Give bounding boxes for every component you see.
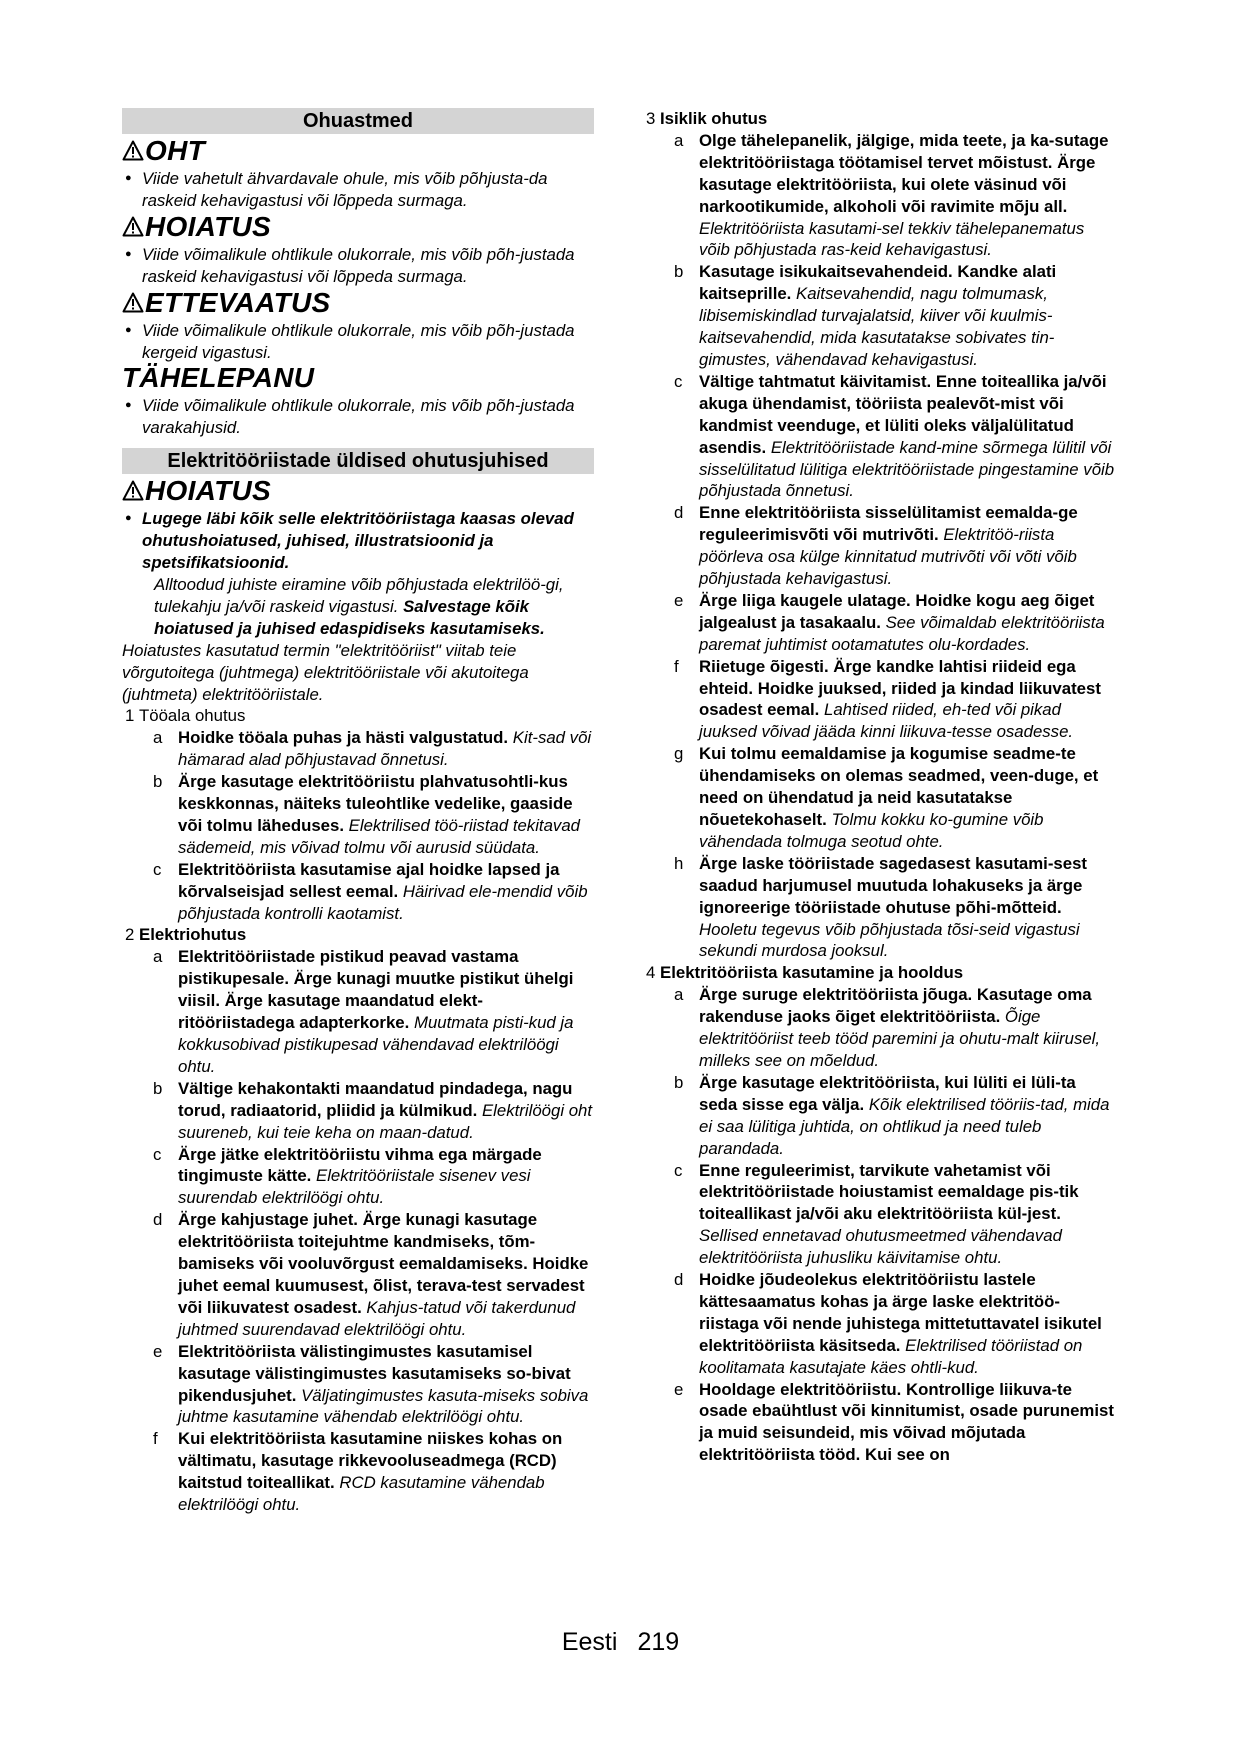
item-explanation: Kit-sad või hämarad alad põhjustavad õnnetusi. (178, 728, 592, 770)
safety-item (643, 371, 1115, 502)
group-title: Elektriohutus (139, 925, 247, 945)
item-instruction: Hoidke tööala puhas ja hästi valgustatud. (178, 728, 509, 748)
item-explanation: Õige elektritööriist teeb tööd paremini ja ohutu-malt kiirusel, milleks see on mõeldud. (699, 1007, 1101, 1070)
signal-word-description: ● Viide võimalikule ohtlikule olukorrale, mis võib põh-justada kergeid vigastusi. (122, 320, 594, 364)
signal-word-list (122, 136, 594, 439)
safety-item (643, 1160, 1115, 1270)
item-letter: b (674, 262, 684, 282)
item-instruction: Vältige kehakontakti maandatud pindadega, nagu torud, radiaatorid, pliidid ja külmikud. (178, 1078, 573, 1120)
item-explanation: Elektrilised tööriistad on koolitamata kasutajate käes ohtli-kud. (699, 1335, 1083, 1377)
item-explanation: Elektritööriistade kand-mine sõrmega lülitil või sisselülitatud lülitiga elektritööriistade pingestamine võib põhjustada õnnetusi. (699, 437, 1115, 501)
safety-item (122, 727, 594, 771)
warning-triangle-icon (122, 477, 144, 507)
signal-word (122, 288, 594, 320)
item-letter: a (153, 947, 163, 967)
warning-triangle-icon (122, 213, 144, 243)
item-letter: d (674, 1270, 684, 1290)
page-number: 219 (637, 1628, 680, 1656)
item-explanation: Elektrilised töö-riistad tekitavad sädemeid, mis võivad tolmu või aurusid süüdata. (178, 815, 580, 857)
item-explanation: Väljatingimustes kasuta-miseks sobiva juhtme kasutamine vähendab elektrilöögi ohtu. (178, 1385, 589, 1427)
item-letter: b (153, 772, 163, 792)
safety-item (122, 1078, 594, 1144)
safety-item (643, 590, 1115, 656)
signal-word-label: OHT (145, 135, 206, 166)
safety-group-heading (643, 108, 1115, 130)
item-instruction: Ärge laske tööriistade sagedasest kasutami-sest saadud harjumusel muutuda lohakuseks ja ärge ignoreerige tööriistade ohutuse põhi-mõtteid. (699, 853, 1088, 917)
signal-word (122, 212, 594, 244)
group-title: Tööala ohutus (139, 706, 246, 726)
item-explanation: Elektrilöögi oht suureneb, kui teie keha on maan-datud. (178, 1100, 593, 1142)
safety-item (122, 1341, 594, 1429)
group-title: Isiklik ohutus (660, 109, 768, 128)
item-instruction: Ärge kasutage elektritööriista, kui lüliti ei lüli-ta seda sisse ega välja. (699, 1072, 1076, 1114)
item-explanation: Häirivad ele-mendid võib põhjustada kontrolli kaotamist. (178, 881, 588, 923)
item-explanation: Muutmata pisti-kud ja kokkusobivad pistikupesad vähendavad elektrilöögi ohtu. (178, 1013, 574, 1076)
item-instruction: Elektritööriistade pistikud peavad vastama pistikupesale. Ärge kunagi muutke pistikut ühelgi viisil. Ärge kasutage maandatud elekt-ritööriistadega adapterkorke. (178, 947, 574, 1033)
item-letter: d (153, 1210, 163, 1230)
safety-item (122, 1209, 594, 1340)
section-heading-ohuastmed: Ohuastmed (122, 108, 594, 134)
general-warning-bullet: ● Lugege läbi kõik selle elektritööriistaga kaasas olevad ohutushoiatused, juhised, illustratsioonid ja spetsifikatsioonid. (122, 508, 594, 574)
item-letter: a (674, 130, 684, 150)
section-heading-general-safety: Elektritööriistade üldised ohutusjuhised (122, 448, 594, 474)
signal-word-label: ETTEVAATUS (145, 286, 331, 318)
item-explanation: Kaitsevahendid, nagu tolmumask, libisemiskindlad turvajalatsid, kiiver või kuulmis-kaitsevahendid, mida kasutatakse sobivates tin-gimustes, vähendavad kehavigastusi. (699, 284, 1055, 369)
left-safety-groups (122, 705, 594, 1516)
warning-triangle-icon (122, 289, 144, 319)
item-instruction: Ärge liiga kaugele ulatage. Hoidke kogu aeg õiget jalgealust ja tasakaalu. (699, 590, 1095, 632)
item-explanation: Elektritööriistale sisenev vesi suurendab elektrilöögi ohtu. (178, 1166, 531, 1208)
item-letter: c (153, 859, 162, 879)
signal-word-description: ● Viide võimalikule ohtlikule olukorrale, mis võib põh-justada raskeid kehavigastusi või lõppeda surmaga. (122, 244, 594, 288)
item-letter: b (153, 1078, 163, 1098)
item-explanation: Elektritööriista kasutami-sel tekkiv tähelepanematus võib põhjustada ras-keid kehavigastusi. (699, 218, 1085, 260)
item-letter: b (674, 1072, 684, 1092)
item-explanation: Kõik elektrilised tööriis-tad, mida ei saa lülitiga juhtida, on ohtlikud ja need tuleb parandada. (699, 1094, 1110, 1158)
item-instruction: Elektritööriista välistingimustes kasutamisel kasutage välistingimustes kasutamiseks so-bivat pikendusjuhet. (178, 1341, 571, 1405)
item-instruction: Ärge suruge elektritööriista jõuga. Kasutage oma rakenduse jaoks õiget elektritööriista. (699, 985, 1092, 1027)
safety-item (122, 859, 594, 925)
item-letter: f (674, 656, 679, 676)
item-letter: d (674, 503, 684, 523)
item-explanation: Tolmu kokku ko-gumine võib vähendada tolmuga seotud ohte. (699, 810, 1044, 851)
item-instruction: Ärge kahjustage juhet. Ärge kunagi kasutage elektritööriista toitejuhtme kandmiseks, tõm-bamiseks või vooluvõrgust eemaldamiseks. Hoidke juhet eemal kuumusest, õlist, terava-test servadest või liikuvatest osadest. (178, 1210, 589, 1317)
item-letter: e (153, 1341, 163, 1361)
safety-item (643, 853, 1115, 963)
item-explanation: Hooletu tegevus võib põhjustada tõsi-seid vigastusi sekundi murdosa jooksul. (699, 919, 1080, 961)
safety-item (643, 130, 1115, 261)
item-letter: c (153, 1144, 162, 1164)
item-letter: g (674, 744, 684, 764)
item-letter: h (674, 853, 684, 873)
item-explanation: Elektritöö-riista pöörleva osa külge kinnitatud mutrivõti või võti võib põhjustada kehavigastusi. (699, 525, 1077, 589)
item-letter: e (674, 590, 684, 610)
safety-group-heading (122, 924, 594, 946)
item-instruction: Enne reguleerimist, tarvikute vahetamist või elektritööriistade hoiustamist eemaldage pis-tik toiteallikast ja/või aku elektritööriista kül-jest. (699, 1160, 1079, 1224)
item-letter: a (674, 985, 684, 1005)
left-column (122, 108, 594, 1516)
item-instruction: Kui elektritööriista kasutamine niiskes kohas on vältimatu, kasutage rikkevooluseadmega (RCD) kaitstud toiteallikat. (178, 1429, 563, 1493)
safety-group-heading (643, 962, 1115, 984)
safety-item (643, 984, 1115, 1072)
item-instruction: Kui tolmu eemaldamise ja kogumise seadme-te ühendamiseks on olemas seadmed, veen-duge, et need on ühendatud ja neid kasutatakse nõuetekohaselt. (699, 744, 1099, 829)
group-number: 1 (125, 706, 135, 726)
safety-item (122, 771, 594, 859)
safety-item (643, 1269, 1115, 1379)
safety-item (643, 502, 1115, 590)
group-number: 2 (125, 925, 135, 945)
warning-triangle-icon (122, 137, 144, 167)
item-explanation: Sellised ennetavad ohutusmeetmed vähendavad elektritööriista juhusliku käivitamise ohtu. (699, 1226, 1062, 1268)
group-title: Elektritööriista kasutamine ja hooldus (660, 963, 964, 983)
right-safety-groups (643, 108, 1115, 1466)
item-letter: c (674, 371, 683, 391)
item-instruction: Olge tähelepanelik, jälgige, mida teete, ja ka-sutage elektritööriistaga töötamisel tervet mõistust. Ärge kasutage elektritööriista, kui olete väsinud või narkootikumide, alkoholi või ravimite mõju all. (699, 130, 1109, 216)
safety-item (643, 656, 1115, 744)
signal-word-label: TÄHELEPANU (122, 362, 315, 394)
item-instruction: Riietuge õigesti. Ärge kandke lahtisi riideid ega ehteid. Hoidke juuksed, riided ja kindad liikuvatest osadest eemal. (699, 656, 1101, 720)
item-letter: f (153, 1429, 158, 1449)
safety-item (643, 261, 1115, 371)
item-explanation: See võimaldab elektritööriista paremat juhtimist ootamatutes olu-kordades. (699, 612, 1105, 654)
item-instruction: Vältige tahtmatut käivitamist. Enne toiteallika ja/või akuga ühendamist, tööriista pealevõt-mist või kandmist veenduge, et lüliti oleks väljalülitatud asendis. (699, 371, 1107, 457)
item-explanation: Lahtised riided, eh-ted või pikad juuksed võivad jääda kinni liikuva-tesse osadesse. (699, 700, 1074, 742)
signal-word-hoiatus: HOIATUS (122, 476, 594, 508)
item-instruction: Ärge kasutage elektritööriistu plahvatusohtli-kus keskkonnas, näiteks tuleohtlike vedelike, gaaside või tolmu läheduses. (178, 772, 573, 835)
item-instruction: Kasutage isikukaitsevahendeid. Kandke alati kaitseprille. (699, 262, 1057, 304)
right-column (643, 108, 1115, 1466)
term-definition-note: Hoiatustes kasutatud termin "elektritööriist" viitab teie võrgutoitega (juhtmega) elektritööriistale või akutoitega (juhtmeta) elektritööriistale. (122, 640, 529, 704)
group-number: 3 (646, 109, 656, 128)
signal-word-description: ● Viide võimalikule ohtlikule olukorrale, mis võib põh-justada varakahjusid. (122, 395, 594, 439)
item-instruction: Hooldage elektritööriistu. Kontrollige liikuva-te osade ebaühtlust või kinnitumist, osade purunemist ja muid seisundeid, mis võivad mõjutada elektritööriista tööd. Kui see on (699, 1379, 1114, 1465)
safety-item (122, 1428, 594, 1516)
safety-item (643, 1379, 1115, 1467)
item-instruction: Hoidke jõudeolekus elektritööriistu lastele kättesaamatus kohas ja ärge laske elektritöö-riistaga või nende juhistega mittetuttavatel isikutel elektritööriista käsitseda. (699, 1270, 1102, 1355)
safety-item (643, 743, 1115, 853)
signal-word (122, 363, 594, 395)
signal-word-description: ● Viide vahetult ähvardavale ohule, mis võib põhjusta-da raskeid kehavigastusi või lõppeda surmaga. (122, 168, 594, 212)
group-number: 4 (646, 963, 656, 983)
safety-item (122, 946, 594, 1077)
signal-word-label: HOIATUS (145, 210, 272, 242)
item-letter: e (674, 1379, 684, 1399)
item-letter: a (153, 728, 163, 748)
item-explanation: RCD kasutamine vähendab elektrilöögi ohtu. (178, 1473, 545, 1515)
item-letter: c (674, 1160, 683, 1180)
general-warning-consequence: Alltoodud juhiste eiramine võib põhjustada elektrilöö-gi, tulekahju ja/või raskeid vigastusi. Salvestage kõik hoiatused ja juhised edaspidiseks kasutamiseks. (154, 574, 564, 638)
item-instruction: Ärge jätke elektritööriistu vihma ega märgade tingimuste kätte. (178, 1144, 542, 1186)
safety-item (643, 1072, 1115, 1160)
item-instruction: Enne elektritööriista sisselülitamist eemalda-ge reguleerimisvõti või mutrivõti. (699, 503, 1078, 545)
safety-item (122, 1144, 594, 1210)
page-footer (0, 1628, 1241, 1657)
footer-language: Eesti (561, 1628, 618, 1656)
item-instruction: Elektritööriista kasutamise ajal hoidke lapsed ja kõrvalseisjad sellest eemal. (178, 859, 560, 901)
item-explanation: Kahjus-tatud või takerdunud juhtmed suurendavad elektrilöögi ohtu. (178, 1297, 576, 1339)
signal-word (122, 136, 594, 168)
safety-group-heading (122, 705, 594, 727)
